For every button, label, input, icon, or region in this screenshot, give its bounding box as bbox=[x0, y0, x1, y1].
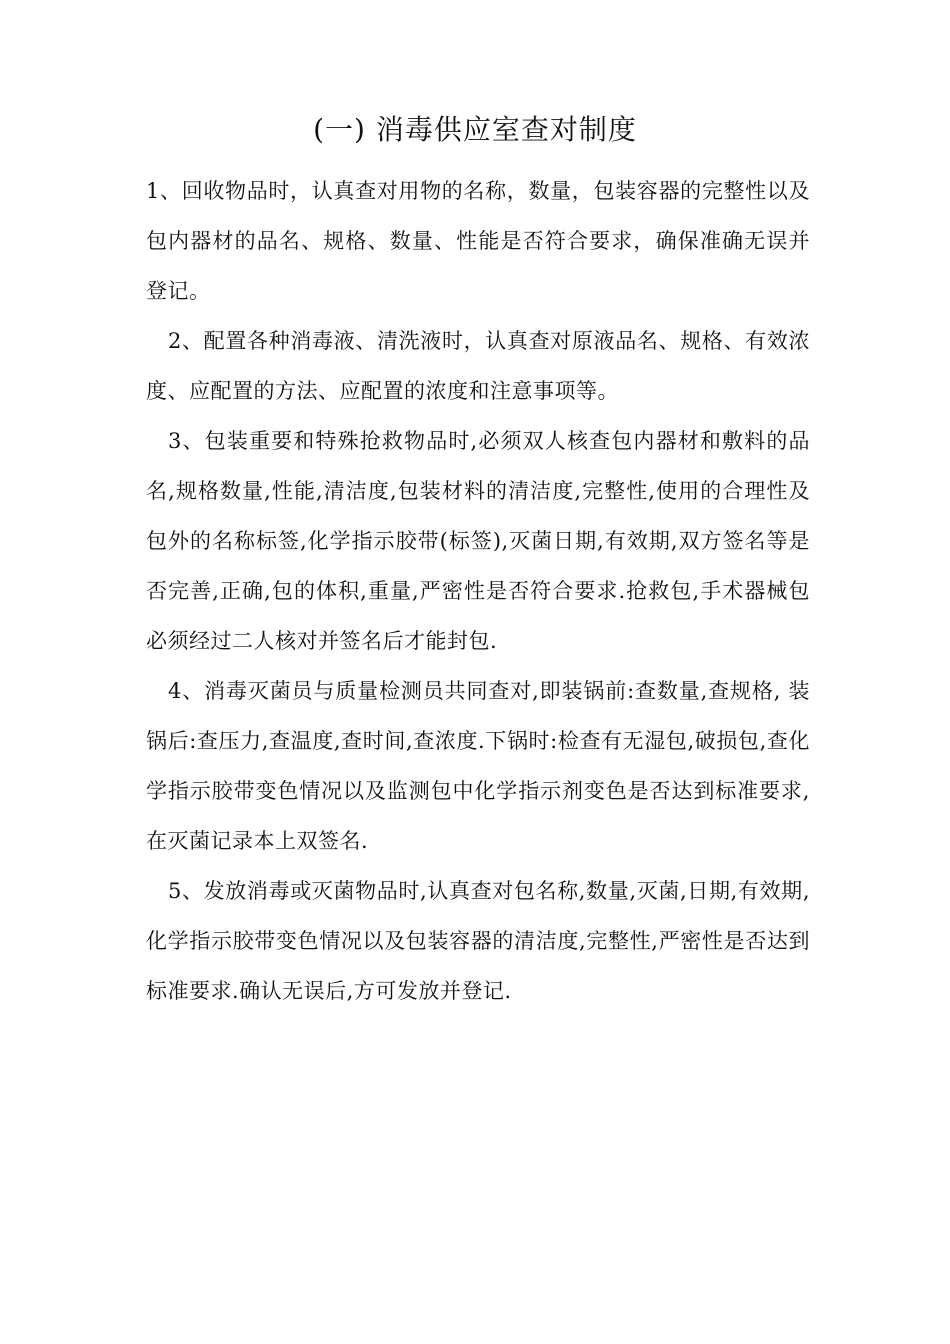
document-body bbox=[146, 166, 810, 1016]
paragraph-1: 1、回收物品时，认真查对用物的名称，数量，包装容器的完整性以及包内器材的品名、规格、数量、性能是否符合要求，确保准确无误并登记。 bbox=[146, 179, 810, 303]
paragraph-4: 4、消毒灭菌员与质量检测员共同查对,即装锅前:查数量,查规格, 装锅后:查压力,查温度,查时间,查浓度.下锅时:检查有无湿包,破损包,查化学指示胶带变色情况以及监测包中化学指示剂变色是否达到标准要求,在灭菌记录本上双签名. bbox=[146, 679, 810, 853]
document-title: (一) 消毒供应室查对制度 bbox=[313, 113, 637, 146]
paragraph-5: 5、发放消毒或灭菌物品时,认真查对包名称,数量,灭菌,日期,有效期,化学指示胶带变色情况以及包装容器的清洁度,完整性,严密性是否达到标准要求.确认无误后,方可发放并登记. bbox=[146, 879, 810, 1003]
paragraph-3: 3、包装重要和特殊抢救物品时,必须双人核查包内器材和敷料的品名,规格数量,性能,清洁度,包装材料的清洁度,完整性,使用的合理性及包外的名称标签,化学指示胶带(标签),灭菌日期,有效期,双方签名等是否完善,正确,包的体积,重量,严密性是否符合要求.抢救包,手术器械包必须经过二人核对并签名后才能封包. bbox=[146, 429, 810, 653]
paragraph-2: 2、配置各种消毒液、清洗液时，认真查对原液品名、规格、有效浓度、应配置的方法、应配置的浓度和注意事项等。 bbox=[146, 329, 810, 403]
